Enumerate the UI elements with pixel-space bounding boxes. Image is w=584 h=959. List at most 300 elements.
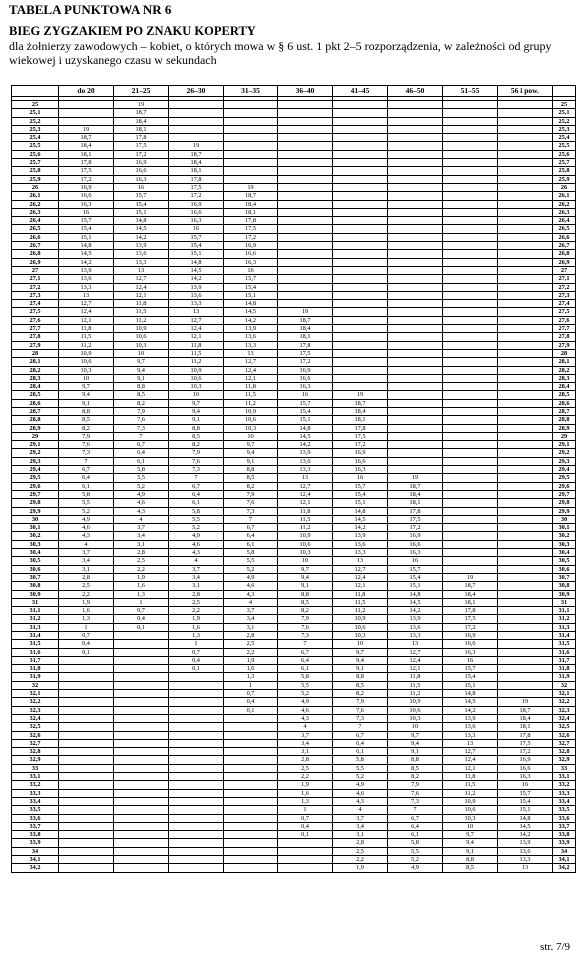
points-cell: 18,4 bbox=[224, 200, 278, 208]
time-cell: 34 bbox=[12, 847, 59, 855]
points-cell: 14,2 bbox=[498, 831, 553, 839]
table-row bbox=[12, 607, 576, 615]
points-cell: 7,3 bbox=[59, 449, 114, 457]
points-cell: 1,9 bbox=[169, 615, 224, 623]
points-cell bbox=[443, 225, 498, 233]
points-cell: 14,8 bbox=[278, 424, 333, 432]
points-cell bbox=[443, 515, 498, 523]
time-cell: 33,3 bbox=[553, 789, 576, 797]
time-cell: 34,1 bbox=[553, 856, 576, 864]
points-cell bbox=[443, 441, 498, 449]
points-cell bbox=[59, 864, 114, 872]
points-cell: 7 bbox=[169, 474, 224, 482]
points-cell: 10,6 bbox=[224, 416, 278, 424]
points-cell: 5,8 bbox=[169, 507, 224, 515]
time-cell: 29,7 bbox=[553, 490, 576, 498]
table-row bbox=[12, 399, 576, 407]
points-cell bbox=[169, 756, 224, 764]
points-cell: 12,4 bbox=[388, 656, 443, 664]
points-cell: 2,2 bbox=[333, 856, 388, 864]
points-cell: 11,8 bbox=[278, 507, 333, 515]
table-row bbox=[12, 109, 576, 117]
points-cell: 3,7 bbox=[224, 607, 278, 615]
table-row bbox=[12, 391, 576, 399]
points-cell bbox=[278, 233, 333, 241]
points-cell: 16,9 bbox=[443, 632, 498, 640]
points-cell: 17,8 bbox=[388, 507, 443, 515]
table-row bbox=[12, 449, 576, 457]
time-cell: 27,1 bbox=[553, 275, 576, 283]
points-cell: 18,1 bbox=[443, 598, 498, 606]
points-cell bbox=[498, 208, 553, 216]
points-cell: 15,7 bbox=[388, 565, 443, 573]
points-cell bbox=[388, 449, 443, 457]
time-cell: 33 bbox=[12, 764, 59, 772]
points-cell bbox=[224, 731, 278, 739]
points-cell bbox=[443, 109, 498, 117]
points-cell: 2,2 bbox=[114, 565, 169, 573]
time-cell: 28,7 bbox=[12, 407, 59, 415]
points-cell: 7,6 bbox=[114, 416, 169, 424]
points-cell bbox=[224, 167, 278, 175]
points-cell bbox=[388, 383, 443, 391]
points-cell bbox=[498, 316, 553, 324]
points-cell bbox=[443, 200, 498, 208]
table-header bbox=[12, 86, 576, 101]
table-row bbox=[12, 125, 576, 133]
points-cell bbox=[443, 275, 498, 283]
points-cell bbox=[498, 217, 553, 225]
points-cell: 3,4 bbox=[169, 573, 224, 581]
points-cell: 16,3 bbox=[443, 648, 498, 656]
points-cell bbox=[498, 615, 553, 623]
points-cell: 1 bbox=[114, 598, 169, 606]
points-cell: 4,6 bbox=[333, 789, 388, 797]
points-cell bbox=[169, 681, 224, 689]
points-cell: 15,4 bbox=[169, 242, 224, 250]
column-header: do 20 bbox=[59, 86, 114, 97]
table-row bbox=[12, 731, 576, 739]
points-cell: 16,9 bbox=[333, 449, 388, 457]
time-cell: 30,7 bbox=[12, 573, 59, 581]
points-cell: 4,9 bbox=[59, 515, 114, 523]
time-cell: 26,2 bbox=[553, 200, 576, 208]
points-cell bbox=[59, 822, 114, 830]
points-cell: 10 bbox=[59, 374, 114, 382]
points-cell: 7,3 bbox=[224, 507, 278, 515]
points-cell bbox=[443, 391, 498, 399]
points-cell: 13,9 bbox=[278, 449, 333, 457]
time-cell: 29,9 bbox=[12, 507, 59, 515]
time-cell: 31,8 bbox=[12, 665, 59, 673]
points-cell bbox=[498, 673, 553, 681]
points-cell bbox=[224, 159, 278, 167]
table-row bbox=[12, 557, 576, 565]
points-cell: 13,9 bbox=[498, 839, 553, 847]
time-cell: 25,8 bbox=[12, 167, 59, 175]
points-cell: 0,1 bbox=[59, 648, 114, 656]
time-cell: 29,8 bbox=[12, 499, 59, 507]
time-cell: 26,6 bbox=[553, 233, 576, 241]
points-cell bbox=[278, 200, 333, 208]
points-cell: 14,8 bbox=[498, 814, 553, 822]
points-cell: 9,7 bbox=[114, 358, 169, 366]
points-cell: 17,2 bbox=[114, 150, 169, 158]
points-cell bbox=[388, 258, 443, 266]
points-cell: 15,1 bbox=[498, 806, 553, 814]
points-cell: 11,8 bbox=[169, 341, 224, 349]
time-cell: 33,6 bbox=[553, 814, 576, 822]
time-cell: 29,3 bbox=[553, 457, 576, 465]
points-cell bbox=[169, 125, 224, 133]
points-cell: 10 bbox=[224, 432, 278, 440]
points-cell bbox=[443, 183, 498, 191]
time-cell: 31 bbox=[12, 598, 59, 606]
points-cell bbox=[498, 690, 553, 698]
points-cell bbox=[498, 258, 553, 266]
points-cell bbox=[388, 341, 443, 349]
time-cell: 27,6 bbox=[12, 316, 59, 324]
points-cell bbox=[333, 383, 388, 391]
time-cell: 32,6 bbox=[553, 731, 576, 739]
points-cell bbox=[443, 507, 498, 515]
points-cell: 2,8 bbox=[333, 839, 388, 847]
points-cell bbox=[443, 557, 498, 565]
points-cell: 10,9 bbox=[224, 407, 278, 415]
points-cell: 15,4 bbox=[59, 225, 114, 233]
points-cell: 13,6 bbox=[278, 457, 333, 465]
points-cell: 10,9 bbox=[333, 615, 388, 623]
points-cell bbox=[388, 183, 443, 191]
points-cell: 10,3 bbox=[114, 341, 169, 349]
table-row bbox=[12, 673, 576, 681]
points-cell bbox=[388, 416, 443, 424]
time-cell: 29,1 bbox=[553, 441, 576, 449]
time-cell: 30,4 bbox=[553, 549, 576, 557]
table-row bbox=[12, 283, 576, 291]
points-cell bbox=[443, 192, 498, 200]
points-cell: 7,6 bbox=[388, 789, 443, 797]
table-row bbox=[12, 781, 576, 789]
points-cell bbox=[169, 748, 224, 756]
points-cell bbox=[278, 291, 333, 299]
points-cell bbox=[278, 101, 333, 109]
points-cell bbox=[278, 117, 333, 125]
points-cell: 5,5 bbox=[169, 515, 224, 523]
points-cell: 4,3 bbox=[169, 549, 224, 557]
points-cell: 5,5 bbox=[278, 681, 333, 689]
points-cell bbox=[169, 706, 224, 714]
points-cell: 18,7 bbox=[388, 482, 443, 490]
table-row bbox=[12, 714, 576, 722]
table-row bbox=[12, 225, 576, 233]
time-cell: 26,8 bbox=[553, 250, 576, 258]
points-cell: 13 bbox=[443, 739, 498, 747]
points-cell bbox=[278, 142, 333, 150]
points-cell: 12,7 bbox=[278, 482, 333, 490]
points-cell bbox=[333, 225, 388, 233]
points-cell bbox=[224, 150, 278, 158]
points-cell: 17,5 bbox=[169, 183, 224, 191]
table-row bbox=[12, 582, 576, 590]
points-cell bbox=[114, 756, 169, 764]
points-cell: 16 bbox=[278, 391, 333, 399]
time-cell: 29,5 bbox=[12, 474, 59, 482]
points-cell: 1,3 bbox=[169, 632, 224, 640]
points-cell bbox=[498, 524, 553, 532]
points-cell: 9,1 bbox=[278, 582, 333, 590]
points-cell bbox=[224, 101, 278, 109]
points-cell: 16,6 bbox=[333, 457, 388, 465]
points-cell bbox=[498, 266, 553, 274]
points-cell: 10,6 bbox=[114, 333, 169, 341]
time-cell: 30,7 bbox=[553, 573, 576, 581]
points-cell bbox=[498, 557, 553, 565]
points-cell bbox=[224, 764, 278, 772]
column-header: 56 i pow. bbox=[498, 86, 553, 97]
points-cell: 3,4 bbox=[278, 739, 333, 747]
time-cell: 28,8 bbox=[12, 416, 59, 424]
table-row bbox=[12, 864, 576, 872]
points-cell bbox=[498, 515, 553, 523]
points-cell: 12,1 bbox=[443, 764, 498, 772]
table-row bbox=[12, 499, 576, 507]
points-cell bbox=[169, 714, 224, 722]
points-cell: 15,4 bbox=[278, 407, 333, 415]
points-cell: 12,1 bbox=[388, 665, 443, 673]
points-cell bbox=[59, 673, 114, 681]
points-cell bbox=[278, 225, 333, 233]
time-cell: 34,2 bbox=[553, 864, 576, 872]
points-cell bbox=[278, 856, 333, 864]
time-cell: 29,3 bbox=[12, 457, 59, 465]
points-cell bbox=[498, 590, 553, 598]
points-cell bbox=[388, 358, 443, 366]
points-cell: 14,5 bbox=[278, 432, 333, 440]
points-cell bbox=[498, 598, 553, 606]
points-cell: 17,8 bbox=[443, 607, 498, 615]
points-cell: 13,6 bbox=[169, 291, 224, 299]
points-cell bbox=[278, 250, 333, 258]
time-cell: 25 bbox=[12, 101, 59, 109]
points-cell: 13 bbox=[114, 266, 169, 274]
points-cell: 7,6 bbox=[333, 706, 388, 714]
points-cell bbox=[498, 623, 553, 631]
points-cell: 12,1 bbox=[224, 374, 278, 382]
points-cell bbox=[388, 217, 443, 225]
points-cell: 6,7 bbox=[59, 466, 114, 474]
time-cell: 29,9 bbox=[553, 507, 576, 515]
points-cell: 15,7 bbox=[278, 399, 333, 407]
points-cell bbox=[278, 167, 333, 175]
points-cell: 6,4 bbox=[333, 739, 388, 747]
time-cell: 27,7 bbox=[553, 325, 576, 333]
table-row bbox=[12, 200, 576, 208]
time-cell: 32,5 bbox=[553, 723, 576, 731]
points-cell bbox=[388, 175, 443, 183]
points-cell: 9,4 bbox=[114, 366, 169, 374]
table-subtitle: BIEG ZYGZAKIEM PO ZNAKU KOPERTY bbox=[9, 24, 256, 38]
points-cell: 19 bbox=[169, 142, 224, 150]
points-cell bbox=[498, 366, 553, 374]
points-cell bbox=[169, 673, 224, 681]
points-cell: 0,7 bbox=[278, 814, 333, 822]
points-cell: 4,3 bbox=[333, 797, 388, 805]
points-cell: 6,7 bbox=[114, 441, 169, 449]
points-cell: 9,1 bbox=[114, 374, 169, 382]
points-cell: 16,9 bbox=[498, 756, 553, 764]
table-row bbox=[12, 524, 576, 532]
points-cell: 11,8 bbox=[114, 300, 169, 308]
points-cell bbox=[333, 159, 388, 167]
points-cell bbox=[169, 698, 224, 706]
points-cell: 1,6 bbox=[169, 623, 224, 631]
points-cell: 9,1 bbox=[224, 457, 278, 465]
table-row bbox=[12, 598, 576, 606]
time-cell: 30 bbox=[12, 515, 59, 523]
points-cell: 3,1 bbox=[224, 623, 278, 631]
table-row bbox=[12, 656, 576, 664]
points-cell: 18,4 bbox=[278, 325, 333, 333]
points-cell: 17,8 bbox=[333, 424, 388, 432]
points-cell bbox=[498, 499, 553, 507]
points-cell bbox=[443, 300, 498, 308]
points-cell bbox=[498, 192, 553, 200]
points-cell: 13,6 bbox=[114, 250, 169, 258]
points-cell bbox=[388, 391, 443, 399]
time-cell: 27,9 bbox=[12, 341, 59, 349]
points-cell: 1,3 bbox=[59, 615, 114, 623]
points-cell: 5,5 bbox=[59, 499, 114, 507]
points-cell bbox=[498, 374, 553, 382]
points-cell: 2,8 bbox=[114, 549, 169, 557]
table-row bbox=[12, 250, 576, 258]
points-cell: 14,5 bbox=[59, 250, 114, 258]
table-row bbox=[12, 150, 576, 158]
points-cell: 11,5 bbox=[278, 515, 333, 523]
table-row bbox=[12, 573, 576, 581]
points-cell: 4,3 bbox=[59, 532, 114, 540]
table-row bbox=[12, 797, 576, 805]
points-cell: 8,2 bbox=[59, 424, 114, 432]
points-cell: 7 bbox=[388, 806, 443, 814]
points-cell: 4,9 bbox=[169, 532, 224, 540]
time-cell: 33,2 bbox=[553, 781, 576, 789]
points-cell bbox=[333, 175, 388, 183]
points-cell: 12,4 bbox=[278, 490, 333, 498]
column-header: 26–30 bbox=[169, 86, 224, 97]
points-cell: 10 bbox=[333, 640, 388, 648]
points-cell bbox=[278, 159, 333, 167]
points-cell: 17,8 bbox=[278, 341, 333, 349]
points-cell bbox=[498, 159, 553, 167]
points-cell bbox=[278, 183, 333, 191]
time-cell: 31,5 bbox=[12, 640, 59, 648]
time-cell: 28,1 bbox=[553, 358, 576, 366]
points-cell: 5,5 bbox=[114, 474, 169, 482]
points-cell: 18,4 bbox=[333, 407, 388, 415]
points-cell: 19 bbox=[498, 698, 553, 706]
points-cell: 16,6 bbox=[224, 250, 278, 258]
points-cell bbox=[278, 192, 333, 200]
points-cell bbox=[169, 822, 224, 830]
points-cell: 8,5 bbox=[59, 416, 114, 424]
time-cell: 25,4 bbox=[553, 134, 576, 142]
points-cell: 17,5 bbox=[114, 142, 169, 150]
column-header bbox=[12, 86, 59, 97]
points-cell: 14,5 bbox=[443, 698, 498, 706]
points-cell: 15,4 bbox=[333, 490, 388, 498]
points-cell: 11,5 bbox=[224, 391, 278, 399]
points-cell: 13,6 bbox=[224, 333, 278, 341]
points-cell: 16 bbox=[333, 474, 388, 482]
table-row bbox=[12, 773, 576, 781]
points-cell bbox=[443, 291, 498, 299]
time-cell: 28 bbox=[553, 349, 576, 357]
points-cell bbox=[114, 723, 169, 731]
points-cell: 15,7 bbox=[333, 482, 388, 490]
points-cell bbox=[333, 142, 388, 150]
points-cell bbox=[388, 150, 443, 158]
table-row bbox=[12, 856, 576, 864]
points-cell bbox=[498, 167, 553, 175]
points-cell: 7,9 bbox=[169, 449, 224, 457]
points-cell: 10 bbox=[114, 349, 169, 357]
points-cell: 15,1 bbox=[278, 416, 333, 424]
time-cell: 26,4 bbox=[553, 217, 576, 225]
points-cell bbox=[59, 731, 114, 739]
points-cell: 14,2 bbox=[278, 441, 333, 449]
time-cell: 25,2 bbox=[12, 117, 59, 125]
points-cell bbox=[443, 117, 498, 125]
table-description: dla żołnierzy zawodowych – kobiet, o których mowa w § 6 ust. 1 pkt 2–5 rozporządzenia, w zależności od grupy wiekowej i uzyskanego czasu w sekundach bbox=[9, 39, 552, 67]
points-cell bbox=[333, 192, 388, 200]
points-cell bbox=[443, 217, 498, 225]
points-cell: 11,2 bbox=[278, 524, 333, 532]
points-cell: 16,6 bbox=[169, 208, 224, 216]
points-cell: 3,1 bbox=[59, 565, 114, 573]
points-cell: 6,4 bbox=[224, 532, 278, 540]
table-row bbox=[12, 457, 576, 465]
time-cell: 31,5 bbox=[553, 640, 576, 648]
points-cell: 2,5 bbox=[114, 557, 169, 565]
points-cell bbox=[498, 341, 553, 349]
points-cell: 9,4 bbox=[333, 656, 388, 664]
points-cell bbox=[169, 109, 224, 117]
time-cell: 31,9 bbox=[12, 673, 59, 681]
points-cell bbox=[59, 797, 114, 805]
table-row bbox=[12, 814, 576, 822]
points-cell bbox=[333, 358, 388, 366]
points-cell: 13,3 bbox=[169, 300, 224, 308]
points-cell: 13,9 bbox=[443, 714, 498, 722]
points-cell bbox=[388, 167, 443, 175]
points-cell: 15,1 bbox=[443, 681, 498, 689]
time-cell: 33,7 bbox=[553, 822, 576, 830]
time-cell: 31,2 bbox=[553, 615, 576, 623]
time-cell: 26 bbox=[553, 183, 576, 191]
time-cell: 30,9 bbox=[12, 590, 59, 598]
time-cell: 31,6 bbox=[553, 648, 576, 656]
points-cell bbox=[224, 748, 278, 756]
points-cell: 13 bbox=[278, 474, 333, 482]
points-cell: 2,8 bbox=[224, 632, 278, 640]
time-cell: 31,1 bbox=[553, 607, 576, 615]
points-cell: 15,7 bbox=[59, 217, 114, 225]
points-cell: 17,2 bbox=[169, 192, 224, 200]
points-cell: 18,1 bbox=[498, 723, 553, 731]
points-cell: 10,3 bbox=[278, 549, 333, 557]
